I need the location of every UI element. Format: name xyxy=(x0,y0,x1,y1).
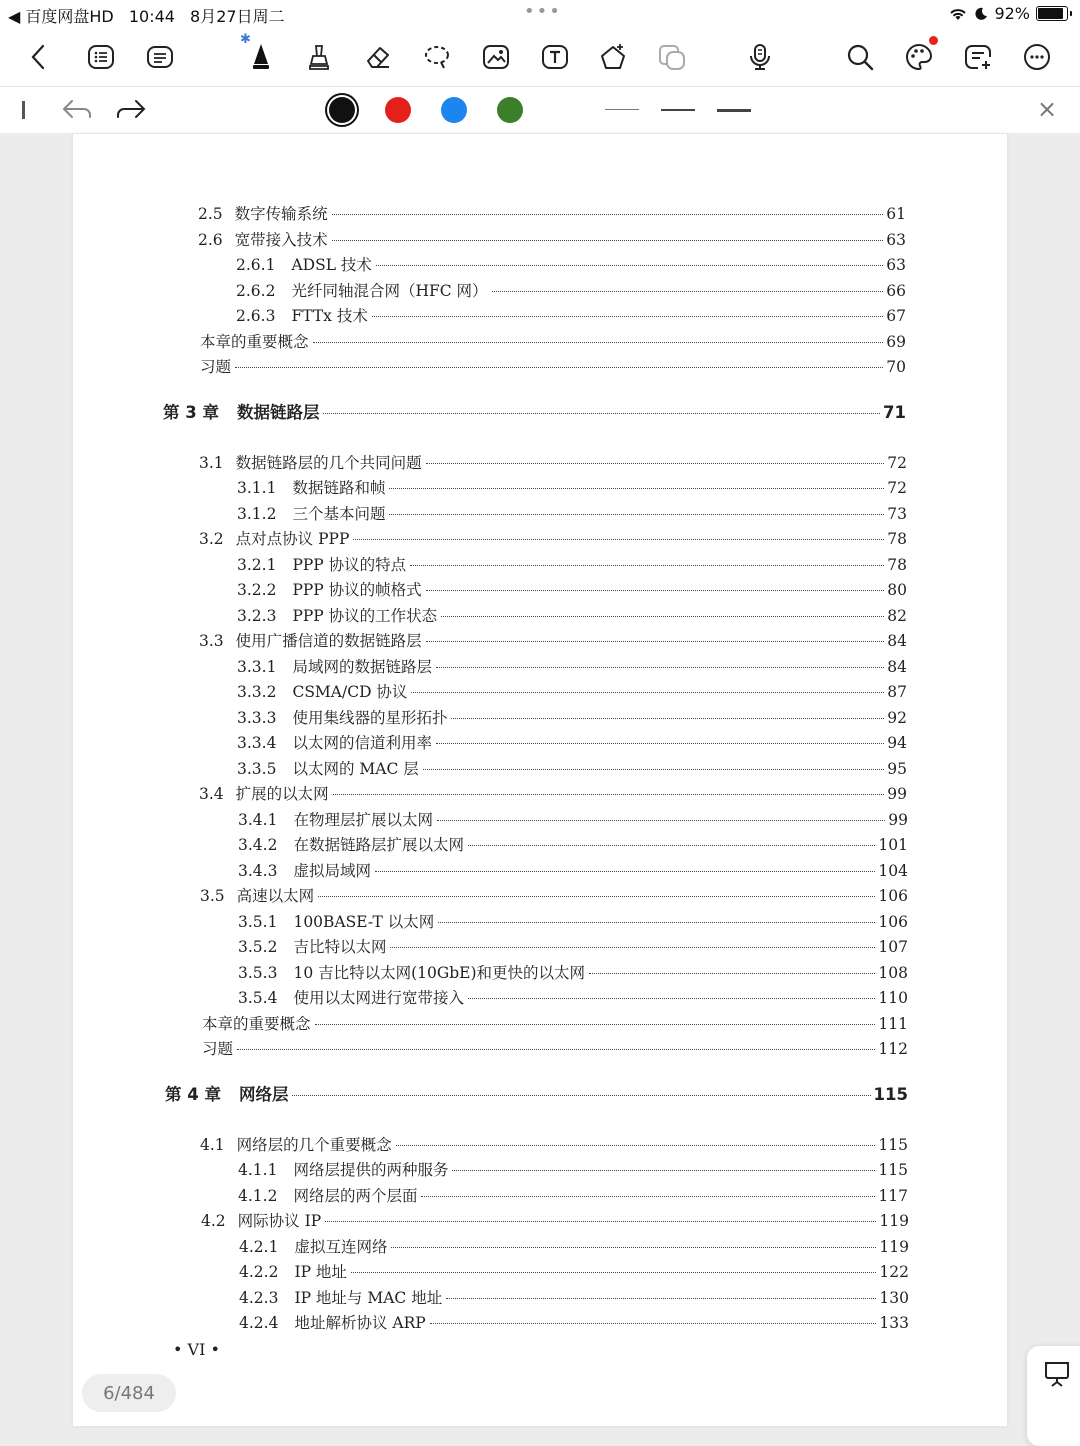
color-swatch-black[interactable] xyxy=(329,97,355,123)
color-swatch-blue[interactable] xyxy=(441,97,467,123)
toc-number: 3.1.1 xyxy=(237,479,277,497)
toc-title: 网络层的几个重要概念 xyxy=(236,1135,392,1154)
toc-title: 习题 xyxy=(200,358,232,376)
toc-number: 3.2.2 xyxy=(237,581,277,599)
toc-title: 以太网的 MAC 层 xyxy=(292,759,419,778)
microphone-button[interactable] xyxy=(743,40,777,74)
toc-title: 光纤同轴混合网（HFC 网） xyxy=(291,281,488,300)
toc-page-number: 61 xyxy=(886,205,906,223)
toc-page-number: 101 xyxy=(878,836,908,854)
toc-number: 4.1.2 xyxy=(238,1186,278,1205)
toc-title: 网络层的两个层面 xyxy=(293,1186,418,1205)
back-icon xyxy=(24,42,54,72)
bluetooth-icon: ✱ xyxy=(240,32,251,47)
toc-page-number: 84 xyxy=(887,657,907,676)
toc-title: PPP 协议的帧格式 xyxy=(292,581,422,599)
toc-number: 3.4 xyxy=(199,785,224,803)
toc-row[interactable] xyxy=(237,655,907,679)
toc-leader-dots xyxy=(410,565,884,566)
toc-number: 3.3.1 xyxy=(237,657,277,676)
toc-row[interactable] xyxy=(237,706,907,730)
toc-page-number: 110 xyxy=(878,989,908,1007)
toc-leader-dots xyxy=(468,998,875,999)
toc-page-number: 133 xyxy=(879,1314,909,1332)
toc-row[interactable] xyxy=(200,1133,908,1157)
toc-row[interactable] xyxy=(238,935,908,959)
toc-page-number: 67 xyxy=(886,307,906,325)
toc-page-number: 70 xyxy=(886,358,906,376)
toc-page-number: 115 xyxy=(878,1135,908,1154)
toc-page-number: 95 xyxy=(887,759,907,778)
toc-title: 网络层 xyxy=(238,1084,289,1104)
toc-number: 第 4 章 xyxy=(165,1084,221,1104)
redo-icon[interactable] xyxy=(114,95,148,125)
toc-title: CSMA/CD 协议 xyxy=(292,683,408,701)
toc-leader-dots xyxy=(372,316,883,317)
toc-number: 第 3 章 xyxy=(163,402,219,422)
toc-leader-dots xyxy=(451,718,884,719)
toc-page-number: 82 xyxy=(887,606,907,625)
toc-title: FTTx 技术 xyxy=(291,307,368,325)
toc-row[interactable] xyxy=(198,202,906,226)
toc-title: 数据链路层 xyxy=(236,402,320,422)
notification-dot xyxy=(929,36,938,45)
toc-row[interactable] xyxy=(236,253,906,277)
toc-number: 3.3.5 xyxy=(237,759,277,778)
toc-title: 数据链路层的几个共同问题 xyxy=(235,453,422,472)
color-swatch-green[interactable] xyxy=(497,97,523,123)
search-button[interactable] xyxy=(843,40,877,74)
toc-row[interactable] xyxy=(237,476,907,500)
toc-leader-dots xyxy=(423,769,885,770)
toc-title: 宽带接入技术 xyxy=(234,230,328,249)
toc-title: 高速以太网 xyxy=(236,887,315,905)
toc-row[interactable] xyxy=(199,782,907,806)
toc-leader-dots xyxy=(426,590,885,591)
toc-page-number: 111 xyxy=(878,1014,908,1033)
image-icon xyxy=(481,42,511,72)
document-page xyxy=(73,134,1007,1426)
toc-title: 数据链路和帧 xyxy=(292,479,386,497)
outline-icon xyxy=(86,42,116,72)
toc-title: 三个基本问题 xyxy=(292,504,386,523)
toc-leader-dots xyxy=(237,1049,875,1050)
toc-leader-dots xyxy=(292,1095,870,1096)
toc-row[interactable] xyxy=(237,502,907,526)
toc-row[interactable] xyxy=(239,1311,909,1335)
toc-leader-dots xyxy=(389,488,884,489)
toc-row[interactable] xyxy=(200,330,906,354)
toc-number: 3.3 xyxy=(199,632,224,650)
pen-options-bar xyxy=(0,87,1080,133)
status-time: 10:44 xyxy=(128,7,175,26)
presentation-icon xyxy=(1043,1360,1071,1388)
status-date: 8月27日周二 xyxy=(190,7,285,26)
toc-leader-dots xyxy=(318,896,875,897)
toc-row[interactable] xyxy=(237,757,907,781)
toc-row[interactable] xyxy=(200,884,908,908)
battery-icon xyxy=(1036,6,1068,21)
toc-number: 2.6.1 xyxy=(236,256,276,274)
toc-title: 在物理层扩展以太网 xyxy=(293,810,433,829)
toc-page-number: 78 xyxy=(887,530,907,548)
eraser-button[interactable] xyxy=(361,40,395,74)
toc-page-number: 115 xyxy=(873,1084,908,1104)
toc-number: 4.1 xyxy=(200,1135,225,1154)
toc-leader-dots xyxy=(332,214,884,215)
toc-page-number: 69 xyxy=(886,332,906,351)
toc-leader-dots xyxy=(351,1272,876,1273)
toc-leader-dots xyxy=(492,291,884,292)
sticker-icon xyxy=(657,42,687,72)
toc-title: 习题 xyxy=(202,1040,234,1058)
toc-page-number: 130 xyxy=(879,1288,909,1307)
wifi-icon xyxy=(948,6,968,22)
toc-page-number: 73 xyxy=(887,504,907,523)
toc-chapter-row[interactable] xyxy=(165,1081,908,1105)
page-indicator[interactable]: 6/484 xyxy=(82,1374,176,1412)
toc-leader-dots xyxy=(313,342,884,343)
toc-number: 3.5.4 xyxy=(238,989,278,1007)
toc-page-number: 66 xyxy=(886,281,906,300)
toc-row[interactable] xyxy=(239,1286,909,1310)
outline-button[interactable] xyxy=(84,40,118,74)
toc-title: 在数据链路层扩展以太网 xyxy=(293,836,464,854)
toc-leader-dots xyxy=(437,820,885,821)
palette-icon xyxy=(904,42,934,72)
toc-title: 虚拟局域网 xyxy=(293,861,371,880)
toc-row[interactable] xyxy=(239,1235,909,1259)
toc-row[interactable] xyxy=(238,1158,908,1182)
more-button[interactable] xyxy=(1020,40,1054,74)
toc-title: 地址解析协议 ARP xyxy=(294,1314,426,1332)
toc-page-number: 71 xyxy=(883,402,906,422)
toc-page-number: 122 xyxy=(879,1263,909,1281)
notes-list-icon xyxy=(145,42,175,72)
toc-page-number: 99 xyxy=(888,810,908,829)
toc-number: 3.5.2 xyxy=(238,938,278,956)
shape-button[interactable] xyxy=(596,40,630,74)
status-bar xyxy=(0,0,1080,28)
toc-number: 4.2.1 xyxy=(239,1237,279,1256)
toc-row[interactable] xyxy=(238,833,908,857)
toc-leader-dots xyxy=(375,871,875,872)
toc-page-number: 63 xyxy=(886,230,906,249)
toc-page-number: 106 xyxy=(878,912,908,931)
toc-page-number: 112 xyxy=(878,1040,908,1058)
toc-title: 10 吉比特以太网(10GbE)和更快的以太网 xyxy=(293,963,586,982)
toc-leader-dots xyxy=(421,1196,875,1197)
toc-page-number: 107 xyxy=(878,938,908,956)
toc-leader-dots xyxy=(333,794,885,795)
toc-leader-dots xyxy=(353,539,884,540)
toc-title: 数字传输系统 xyxy=(234,205,328,223)
toc-row[interactable] xyxy=(200,355,906,379)
add-note-button[interactable] xyxy=(961,40,995,74)
toc-page-number: 84 xyxy=(887,632,907,650)
toc-number: 3.1.2 xyxy=(237,504,277,523)
toc-page-number: 63 xyxy=(886,256,906,274)
battery-percent: 92% xyxy=(994,4,1030,23)
toc-row[interactable] xyxy=(238,986,908,1010)
eraser-icon xyxy=(363,42,393,72)
palette-button[interactable] xyxy=(902,40,936,74)
toc-leader-dots xyxy=(589,973,875,974)
toc-page-number: 104 xyxy=(878,861,908,880)
stroke-width-thin[interactable] xyxy=(605,109,639,110)
toc-number: 3.5.1 xyxy=(238,912,278,931)
toc-row[interactable] xyxy=(199,451,907,475)
toc-page-number: 94 xyxy=(887,734,907,752)
toc-leader-dots xyxy=(323,413,880,414)
toc-row[interactable] xyxy=(237,731,907,755)
toc-number: 2.6.3 xyxy=(236,307,276,325)
toc-page-number: 106 xyxy=(878,887,908,905)
toc-leader-dots xyxy=(438,922,875,923)
toc-row[interactable] xyxy=(238,961,908,985)
toc-number: 2.6.2 xyxy=(236,281,276,300)
more-icon xyxy=(1022,42,1052,72)
toc-leader-dots xyxy=(391,1247,876,1248)
toc-page-number: 119 xyxy=(879,1237,909,1256)
toc-number: 3.3.3 xyxy=(237,708,277,727)
lasso-button[interactable] xyxy=(420,40,454,74)
toc-number: 4.2.4 xyxy=(239,1314,279,1332)
toc-title: 网络层提供的两种服务 xyxy=(293,1161,449,1179)
toc-number: 3.2 xyxy=(199,530,224,548)
toc-row[interactable] xyxy=(238,910,908,934)
highlighter-icon xyxy=(304,42,334,72)
toc-title: 本章的重要概念 xyxy=(200,332,309,351)
toc-row[interactable] xyxy=(239,1260,909,1284)
toc-page-number: 99 xyxy=(887,785,907,803)
toc-page-number: 108 xyxy=(878,963,908,982)
toc-number: 3.3.4 xyxy=(237,734,277,752)
moon-icon xyxy=(974,7,988,21)
toc-title: PPP 协议的特点 xyxy=(292,555,407,574)
toc-title: IP 地址与 MAC 地址 xyxy=(294,1288,443,1307)
toc-leader-dots xyxy=(376,265,883,266)
toc-row[interactable] xyxy=(237,578,907,602)
microphone-icon xyxy=(745,42,775,72)
toc-leader-dots xyxy=(396,1145,876,1146)
toc-row[interactable] xyxy=(238,1184,908,1208)
toc-title: 扩展的以太网 xyxy=(235,785,329,803)
toc-page-number: 80 xyxy=(887,581,907,599)
undo-icon[interactable] xyxy=(60,95,94,125)
toc-number: 4.1.1 xyxy=(238,1161,278,1179)
toc-title: 本章的重要概念 xyxy=(202,1014,311,1033)
toc-leader-dots xyxy=(452,1170,875,1171)
toc-row[interactable] xyxy=(237,680,907,704)
toc-leader-dots xyxy=(390,947,875,948)
toc-title: ADSL 技术 xyxy=(291,256,372,274)
toc-number: 3.3.2 xyxy=(237,683,277,701)
color-swatch-red[interactable] xyxy=(385,97,411,123)
toc-number: 3.4.3 xyxy=(238,861,278,880)
multitask-dots[interactable]: ••• xyxy=(524,1,562,22)
toc-leader-dots xyxy=(441,616,884,617)
toc-row[interactable] xyxy=(236,279,906,303)
stroke-width-medium[interactable] xyxy=(661,109,695,111)
close-options-button[interactable]: × xyxy=(1037,95,1058,123)
toc-number: 2.6 xyxy=(198,230,223,249)
toc-page-number: 115 xyxy=(878,1161,908,1179)
toc-leader-dots xyxy=(436,667,884,668)
notes-list-button[interactable] xyxy=(143,40,177,74)
back-to-app-link[interactable]: ◀ 百度网盘HD xyxy=(8,7,114,26)
toc-number: 4.2.2 xyxy=(239,1263,279,1281)
toc-title: 网际协议 IP xyxy=(237,1212,322,1230)
toc-title: 使用以太网进行宽带接入 xyxy=(293,989,464,1007)
lasso-icon xyxy=(422,42,452,72)
text-button[interactable] xyxy=(538,40,572,74)
text-icon xyxy=(540,42,570,72)
presentation-button[interactable] xyxy=(1027,1346,1080,1446)
toc-title: IP 地址 xyxy=(294,1263,347,1281)
toc-number: 3.2.3 xyxy=(237,606,277,625)
toc-title: 虚拟互连网络 xyxy=(294,1237,388,1256)
toc-row[interactable] xyxy=(238,859,908,883)
main-toolbar xyxy=(0,28,1080,87)
toc-number: 3.1 xyxy=(199,453,224,472)
toc-page-number: 72 xyxy=(887,453,907,472)
toc-leader-dots xyxy=(468,845,875,846)
toc-leader-dots xyxy=(332,240,884,241)
toc-number: 2.5 xyxy=(198,205,223,223)
toc-row[interactable] xyxy=(199,629,907,653)
toc-number: 3.4.2 xyxy=(238,836,278,854)
toc-title: 局域网的数据链路层 xyxy=(292,657,432,676)
toc-row[interactable] xyxy=(237,553,907,577)
pen-size-handle[interactable] xyxy=(22,101,25,119)
stroke-width-thick[interactable] xyxy=(717,109,751,112)
toc-title: 点对点协议 PPP xyxy=(235,530,350,548)
toc-title: 100BASE-T 以太网 xyxy=(293,912,435,931)
toc-row[interactable] xyxy=(202,1037,908,1061)
search-icon xyxy=(845,42,875,72)
toc-row[interactable] xyxy=(201,1209,909,1233)
toc-page-number: 92 xyxy=(887,708,907,727)
toc-title: 吉比特以太网 xyxy=(293,938,387,956)
toc-leader-dots xyxy=(325,1221,876,1222)
toc-row[interactable] xyxy=(202,1012,908,1036)
toc-number: 4.2 xyxy=(201,1212,226,1230)
page-folio: • VI • xyxy=(173,1340,220,1359)
toc-title: 使用集线器的星形拓扑 xyxy=(292,708,448,727)
shape-icon xyxy=(598,42,628,72)
toc-leader-dots xyxy=(315,1024,876,1025)
toc-leader-dots xyxy=(430,1323,877,1324)
back-button[interactable] xyxy=(22,40,56,74)
toc-row[interactable] xyxy=(198,228,906,252)
toc-number: 3.4.1 xyxy=(238,810,278,829)
toc-leader-dots xyxy=(411,692,884,693)
sticker-button[interactable] xyxy=(655,40,689,74)
toc-leader-dots xyxy=(426,463,885,464)
toc-row[interactable] xyxy=(236,304,906,328)
toc-title: 以太网的信道利用率 xyxy=(292,734,432,752)
toc-number: 3.5.3 xyxy=(238,963,278,982)
toc-page-number: 119 xyxy=(879,1212,909,1230)
toc-page-number: 72 xyxy=(887,479,907,497)
toc-number: 3.5 xyxy=(200,887,225,905)
toc-row[interactable] xyxy=(238,808,908,832)
image-button[interactable] xyxy=(479,40,513,74)
toc-leader-dots xyxy=(235,367,883,368)
pen-tool-button[interactable] xyxy=(240,32,278,74)
toc-title: PPP 协议的工作状态 xyxy=(292,606,438,625)
toc-row[interactable] xyxy=(199,527,907,551)
toc-number: 3.2.1 xyxy=(237,555,277,574)
toc-title: 使用广播信道的数据链路层 xyxy=(235,632,422,650)
toc-chapter-row[interactable] xyxy=(163,399,906,423)
add-note-icon xyxy=(963,42,993,72)
toc-leader-dots xyxy=(446,1298,876,1299)
toc-page-number: 87 xyxy=(887,683,907,701)
toc-number: 4.2.3 xyxy=(239,1288,279,1307)
toc-page-number: 78 xyxy=(887,555,907,574)
highlighter-button[interactable] xyxy=(302,40,336,74)
toc-row[interactable] xyxy=(237,604,907,628)
toc-leader-dots xyxy=(426,641,885,642)
toc-leader-dots xyxy=(436,743,884,744)
toc-leader-dots xyxy=(389,514,884,515)
toc-page-number: 117 xyxy=(878,1186,908,1205)
